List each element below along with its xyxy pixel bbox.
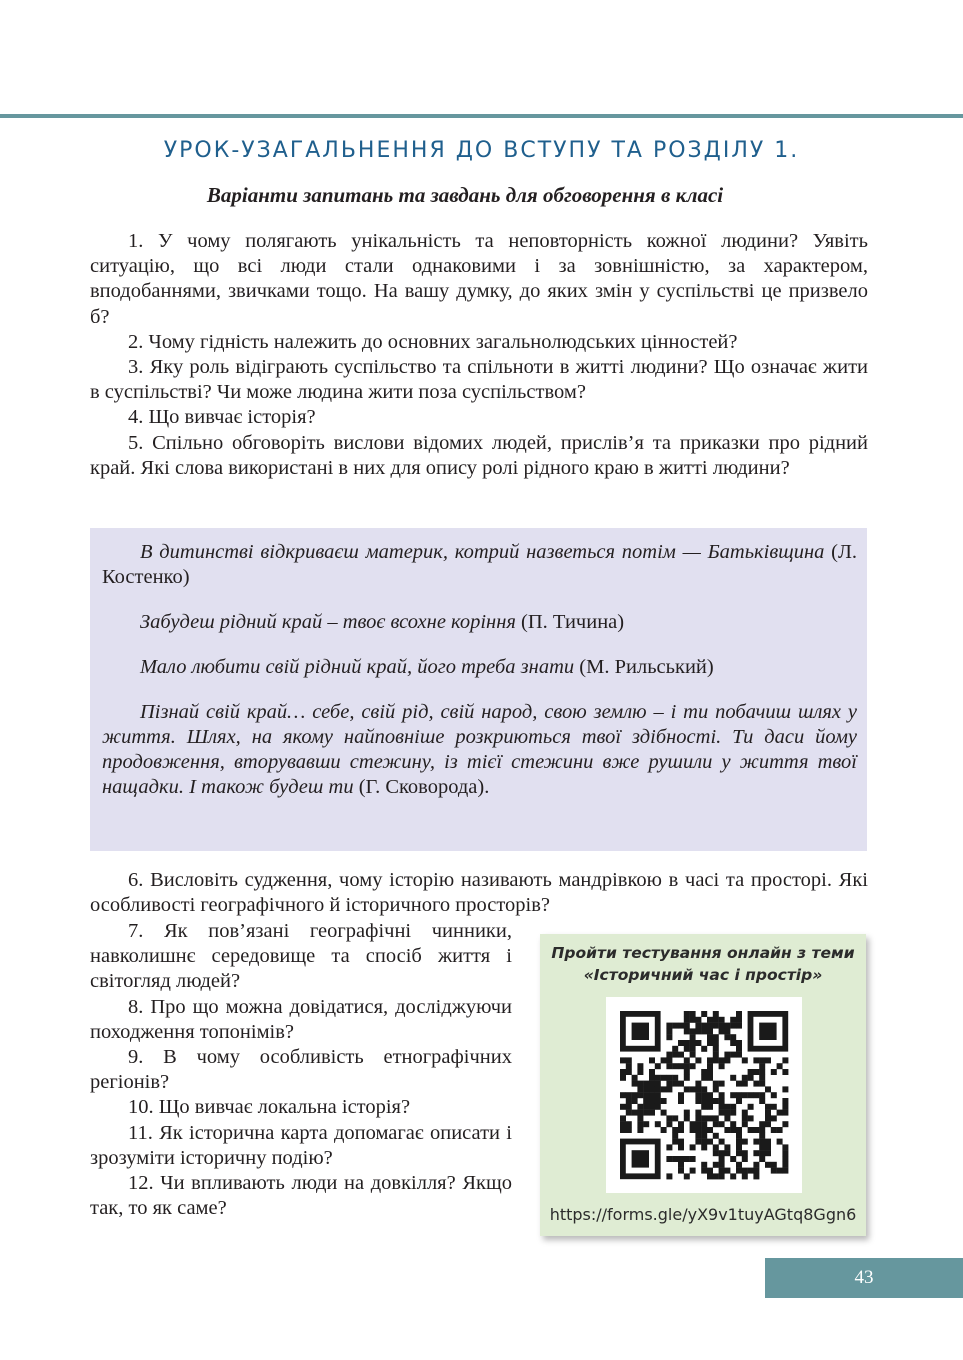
question-item: 6. Висловіть судження, чому історію називають мандрівкою в часі та просторі. Які особливості географічного й історичного просторів? xyxy=(90,869,868,917)
question-item: 12. Чи впливають люди на довкілля? Якщо так, то як саме? xyxy=(90,1172,512,1220)
question-item: 4. Що вивчає історія? xyxy=(128,406,316,429)
questions-top xyxy=(90,229,868,481)
question-item: 11. Як історична карта допомагає описати і зрозуміти історичну подію? xyxy=(90,1121,512,1169)
quote xyxy=(102,540,857,590)
page-number: 43 xyxy=(765,1258,963,1298)
quote xyxy=(102,700,857,800)
quote-text: Мало любити свій рідний край, його треба знати xyxy=(140,656,575,678)
quote-author: (М. Рильський) xyxy=(579,656,714,678)
quote-author: (Л. Костенко) xyxy=(102,541,857,588)
question-item: 3. Яку роль відіграють суспільство та спільноти в житті людини? Що означає жити в суспільстві? Чи може людина жити поза суспільством? xyxy=(90,356,868,404)
quote-author: (Г. Сковорода). xyxy=(358,776,490,798)
test-url-link[interactable]: https://forms.gle/yX9v1tuyAGtq8Ggn6 xyxy=(549,1205,857,1224)
question-item: 5. Спільно обговоріть вислови відомих людей, прислів’я та приказки про рідний край. Які слова використані в них для опису ролі рідного краю в житті людини? xyxy=(90,431,868,479)
top-rule xyxy=(0,114,963,118)
question-item: 1. У чому полягають унікальність та неповторність кожної людини? Уявіть ситуацію, що всі люди стали однаковими і за зовнішністю, за характером, вподобаннями, звичками тощо. На вашу думку, до яких змін у суспільстві це призвело б? xyxy=(90,230,868,328)
question-item: 8. Про що можна довідатися, досліджуючи походження топонімів? xyxy=(90,995,512,1043)
quote-author: (П. Тичина) xyxy=(521,611,625,633)
question-item: 7. Як пов’язані географічні чинники, навколишнє середовище та спосіб життя і світогляд людей? xyxy=(90,920,512,993)
section-subtitle: Варіанти запитань та завдань для обговорення в класі xyxy=(206,183,724,207)
quote-text: В дитинстві відкриваєш материк, котрий назветься потім — Батьківщина xyxy=(140,541,825,563)
test-card-title: Пройти тестування онлайн з теми «Історичний час і простір» xyxy=(551,944,855,984)
online-test-card xyxy=(540,934,866,1236)
question-item: 2. Чому гідність належить до основних загальнолюдських цінностей? xyxy=(128,330,738,353)
quote xyxy=(102,610,857,635)
quote xyxy=(102,655,857,680)
question-6-block xyxy=(90,868,868,918)
question-item: 9. В чому особливість етнографічних регіонів? xyxy=(90,1046,512,1094)
quotes-box xyxy=(90,528,867,851)
quote-text: Забудеш рідний край – твоє всохне коріння xyxy=(140,611,516,633)
qr-code-icon[interactable] xyxy=(606,997,802,1193)
question-item: 10. Що вивчає локальна історія? xyxy=(128,1096,411,1119)
questions-column xyxy=(90,919,512,1221)
quote-text: Пізнай свій край… себе, свій рід, свій народ, свою землю – і ти побачиш шлях у життя. Шлях, на якому найповніше розкриються твої здібності. Ти даси йому продовження, вторувавши стежину, із тієї стежини вже рушили у життя твої нащадки. І також будеш ти xyxy=(102,701,857,798)
lesson-title: УРОК-УЗАГАЛЬНЕННЯ ДО ВСТУПУ ТА РОЗДІЛУ 1. xyxy=(163,138,800,163)
